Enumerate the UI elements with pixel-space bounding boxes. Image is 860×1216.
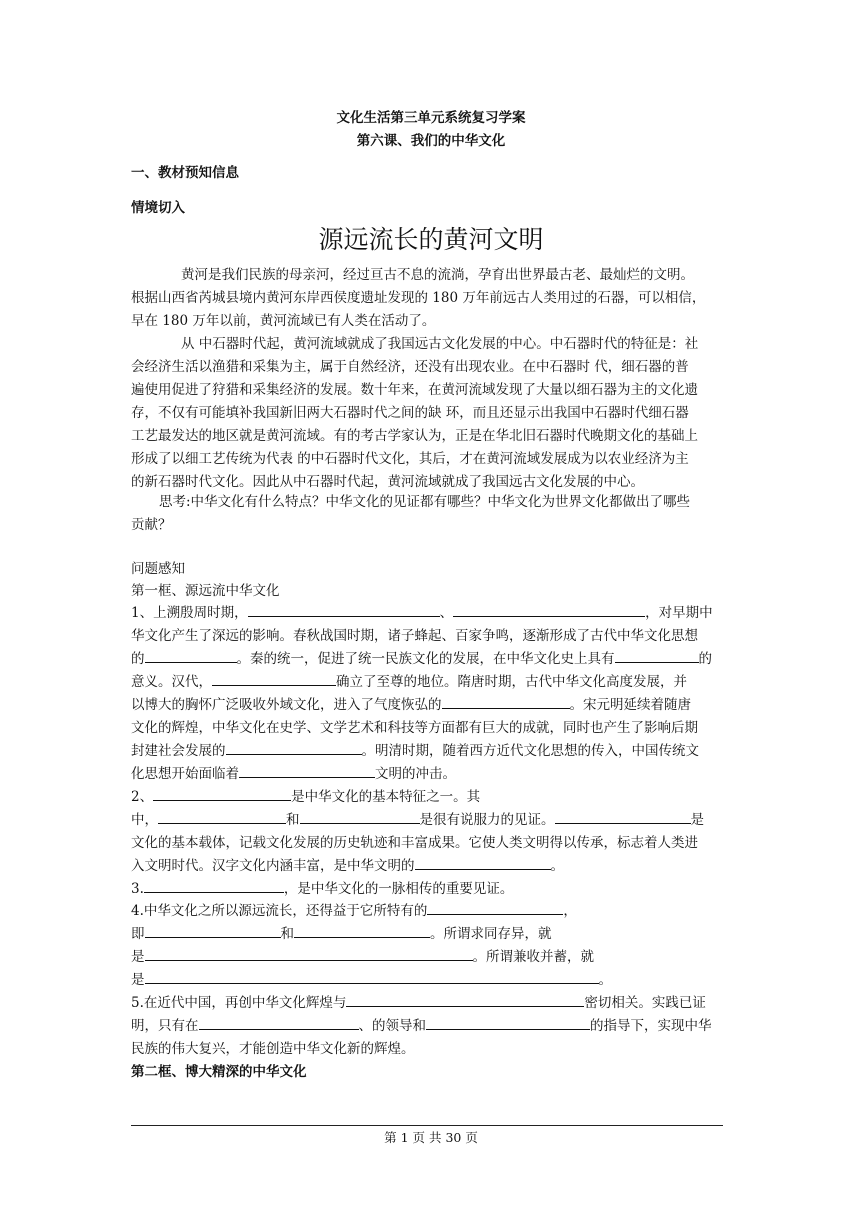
fill-blank[interactable] bbox=[226, 739, 362, 755]
question-5-line: 民族的伟大复兴，才能创造中华文化新的辉煌。 bbox=[131, 1041, 415, 1057]
situation-label: 情境切入 bbox=[131, 200, 185, 216]
fill-blank[interactable] bbox=[199, 1014, 359, 1030]
fill-blank[interactable] bbox=[300, 808, 420, 824]
fill-blank[interactable] bbox=[144, 877, 284, 893]
article-title: 源远流长的黄河文明 bbox=[318, 225, 544, 254]
question-1-line: 化思想开始面临着 文明的冲击。 bbox=[131, 762, 731, 786]
article-line: 早在 180 万年以前，黄河流域已有人类在活动了。 bbox=[131, 313, 436, 329]
question-1-line: 以博大的胸怀广泛吸收外域文化，进入了气度恢弘的 。宋元明延续着随唐 bbox=[131, 693, 731, 717]
fill-blank[interactable] bbox=[427, 899, 563, 915]
footer-divider bbox=[131, 1125, 723, 1126]
article-line: 根据山西省芮城县境内黄河东岸西侯度遗址发现的 180 万年前远古人类用过的石器，可以相信， bbox=[131, 290, 706, 306]
question-4: 4.中华文化之所以源远流长，还得益于它所特有的 ， bbox=[131, 899, 731, 923]
question-5-line: 明，只有在 、的领导和 的指导下，实现中华 bbox=[131, 1014, 731, 1038]
question-5: 5.在近代中国，再创中华文化辉煌与 密切相关。实践已证 bbox=[131, 991, 731, 1015]
article-line: 的新石器时代文化。因此从中石器时代起，黄河流域就成了我国远古文化发展的中心。 bbox=[131, 474, 644, 490]
article-line: 工艺最发达的地区就是黄河流域。有的考古学家认为，正是在华北旧石器时代晚期文化的基础上 bbox=[131, 428, 698, 444]
fill-blank[interactable] bbox=[145, 968, 599, 984]
think-question: 思考:中华文化有什么特点？中华文化的见证都有哪些？中华文化为世界文化都做出了哪些 bbox=[159, 494, 691, 510]
question-3: 3. ，是中华文化的一脉相传的重要见证。 bbox=[131, 877, 731, 901]
article-line: 形成了以细工艺传统为代表 的中石器时代文化，其后，才在黄河流域发展成为以农业经济为主 bbox=[131, 451, 689, 467]
fill-blank[interactable] bbox=[145, 945, 473, 961]
fill-blank[interactable] bbox=[212, 670, 336, 686]
fill-blank[interactable] bbox=[158, 808, 286, 824]
fill-blank[interactable] bbox=[615, 647, 699, 663]
question-2: 2、 是中华文化的基本特征之一。其 bbox=[131, 785, 731, 809]
question-2-line: 文化的基本载体，记载文化发展的历史轨迹和丰富成果。它使人类文明得以传承，标志着人类进 bbox=[131, 835, 698, 851]
doc-title: 文化生活第三单元系统复习学案 bbox=[336, 110, 526, 126]
question-1: 1、上溯殷周时期， 、 ，对早期中 bbox=[131, 601, 731, 625]
question-2-line: 中， 和 是很有说服力的见证。 是 bbox=[131, 808, 731, 832]
fill-blank[interactable] bbox=[453, 601, 645, 617]
article-line: 黄河是我们民族的母亲河，经过亘古不息的流淌，孕育出世界最古老、最灿烂的文明。 bbox=[181, 267, 694, 283]
fill-blank[interactable] bbox=[294, 922, 430, 938]
question-4-line: 即 和 。所谓求同存异，就 bbox=[131, 922, 731, 946]
fill-blank[interactable] bbox=[145, 647, 237, 663]
fill-blank[interactable] bbox=[346, 991, 584, 1007]
fill-blank[interactable] bbox=[415, 854, 551, 870]
question-4-line: 是 。所谓兼收并蓄，就 bbox=[131, 945, 731, 969]
question-1-line: 华文化产生了深远的影响。春秋战国时期，诸子蜂起、百家争鸣，逐渐形成了古代中华文化思想 bbox=[131, 628, 698, 644]
lesson-title: 第六课、我们的中华文化 bbox=[356, 133, 506, 149]
article-line: 遍使用促进了狩猎和采集经济的发展。数十年来，在黄河流域发现了大量以细石器为主的文化遗 bbox=[131, 382, 698, 398]
question-2-line: 入文明时代。汉字文化内涵丰富，是中华文明的 。 bbox=[131, 854, 731, 878]
question-1-line: 文化的辉煌，中华文化在史学、文学艺术和科技等方面都有巨大的成就，同时也产生了影响后期 bbox=[131, 720, 698, 736]
problem-label: 问题感知 bbox=[131, 561, 185, 577]
question-1-line: 的 。秦的统一，促进了统一民族文化的发展，在中华文化史上具有 的 bbox=[131, 647, 731, 671]
frame1-title: 第一框、源远流中华文化 bbox=[131, 583, 280, 599]
fill-blank[interactable] bbox=[248, 601, 440, 617]
article-line: 存，不仅有可能填补我国新旧两大石器时代之间的缺 环，而且还显示出我国中石器时代细石器 bbox=[131, 405, 689, 421]
article-line: 会经济生活以渔猎和采集为主，属于自然经济，还没有出现农业。在中石器时 代，细石器的普 bbox=[131, 359, 689, 375]
article-line: 从 中石器时代起，黄河流域就成了我国远古文化发展的中心。中石器时代的特征是：社 bbox=[181, 336, 699, 352]
question-1-line: 封建社会发展的 。明清时期，随着西方近代文化思想的传入，中国传统文 bbox=[131, 739, 731, 763]
page-number: 第 1 页 共 30 页 bbox=[384, 1130, 478, 1145]
fill-blank[interactable] bbox=[145, 922, 281, 938]
think-question: 贡献？ bbox=[131, 517, 172, 533]
fill-blank[interactable] bbox=[555, 808, 691, 824]
fill-blank[interactable] bbox=[239, 762, 375, 778]
frame2-title: 第二框、博大精深的中华文化 bbox=[131, 1064, 307, 1080]
question-1-line: 意义。汉代， 确立了至尊的地位。隋唐时期，古代中华文化高度发展，并 bbox=[131, 670, 731, 694]
section-heading: 一、教材预知信息 bbox=[131, 165, 239, 181]
fill-blank[interactable] bbox=[442, 693, 570, 709]
fill-blank[interactable] bbox=[426, 1014, 590, 1030]
question-4-line: 是 。 bbox=[131, 968, 731, 992]
fill-blank[interactable] bbox=[153, 785, 291, 801]
